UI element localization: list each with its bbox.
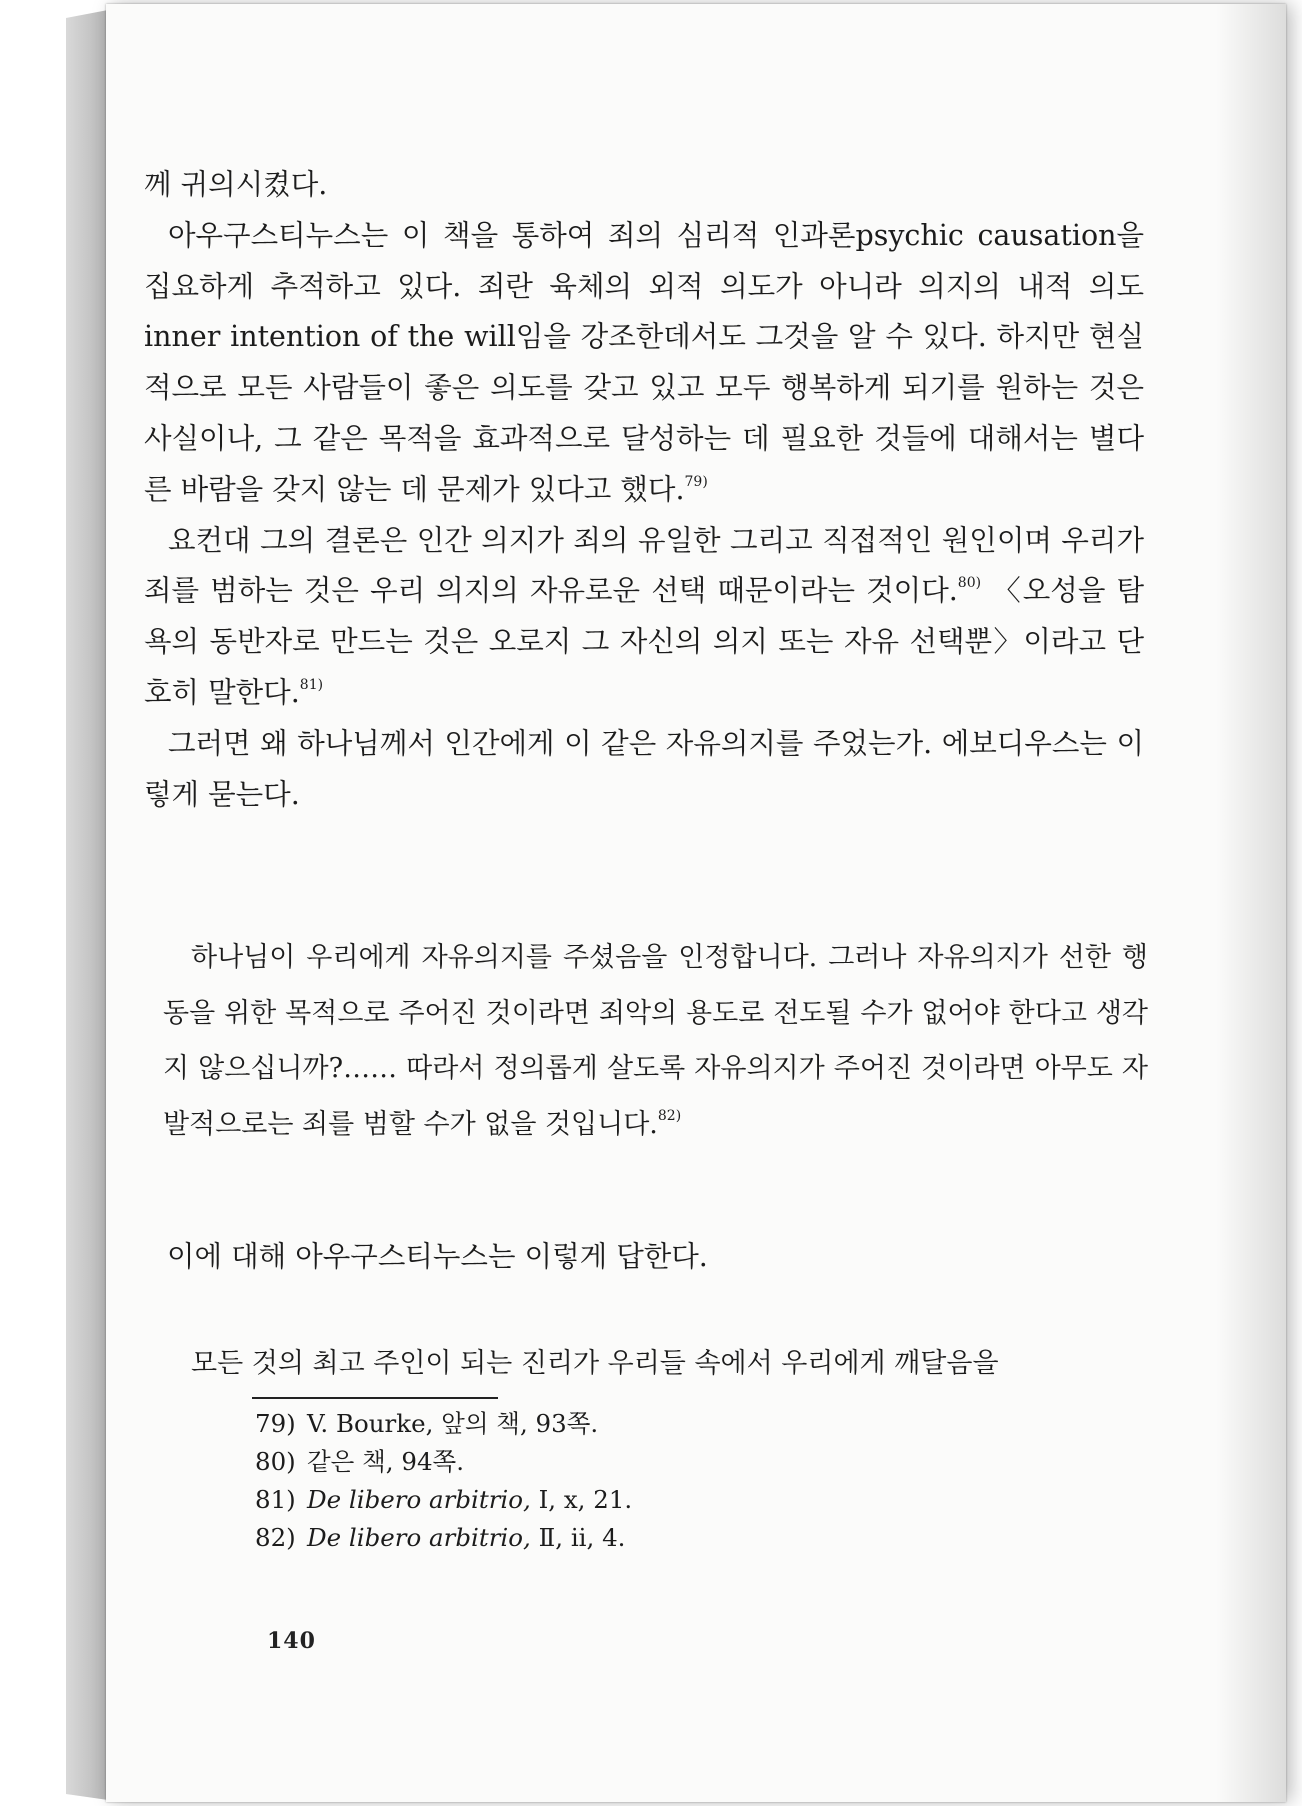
paragraph-text: 요컨대 그의 결론은 인간 의지가 죄의 유일한 그리고 직접적인 원인이며 우리가 죄를 범하는 것은 우리 의지의 자유로운 선택 때문이라는 것이다. — [144, 523, 1144, 608]
footnote-item — [255, 1405, 1135, 1443]
paragraph-continuation — [144, 160, 1144, 211]
footnote-divider — [252, 1397, 498, 1399]
footnote-number: 81) — [255, 1485, 296, 1514]
quote-text: 하나님이 우리에게 자유의지를 주셨음을 인정합니다. 그러나 자유의지가 선한 행동을 위한 목적으로 주어진 것이라면 죄악의 용도로 전도될 수가 없어야 한다고 생각지 않으십니까?…… 따라서 정의롭게 살도록 자유의지가 주어진 것이라면 아무도 자발적으로는 죄를 범할 수가 없을 것입니다. — [163, 942, 1148, 1140]
paragraph-question — [144, 719, 1144, 821]
paragraph-text: 께 귀의시켰다. — [144, 168, 328, 201]
paragraph-text: 아우구스티누스는 이 책을 통하여 죄의 심리적 인과론psychic causation을 집요하게 추적하고 있다. 죄란 육체의 외적 의도가 아니라 의지의 내적 의도inner intention of the will임을 강조한데서도 그것을 알 수 있다. 하지만 현실적으로 모든 사람들이 좋은 의도를 갖고 있고 모두 행복하게 되기를 원하는 것은 사실이나, 그 같은 목적을 효과적으로 달성하는 데 필요한 것들에 대해서는 별다른 바람을 갖지 않는 데 문제가 있다고 했다. — [144, 218, 1144, 506]
footnote-ref[interactable]: 79) — [684, 473, 708, 490]
footnote-item — [255, 1481, 1135, 1519]
footnote-title: De libero arbitrio, — [307, 1523, 531, 1552]
paragraph-answer: 이에 대해 아우구스티누스는 이렇게 답한다. — [167, 1240, 708, 1273]
footnote-number: 82) — [255, 1523, 296, 1552]
book-spine-edge — [66, 10, 108, 1800]
quote-paragraph: 모든 것의 최고 주인이 되는 진리가 우리들 속에서 우리에게 깨달음을 — [191, 1348, 999, 1379]
paragraph-conclusion — [144, 516, 1144, 719]
footnote-number: 80) — [255, 1447, 296, 1476]
footnote-text: Ⅰ, x, 21. — [530, 1485, 633, 1514]
footnote-text: 같은 책, 94쪽. — [307, 1447, 464, 1476]
footnote-ref[interactable]: 81) — [299, 676, 324, 693]
quote-paragraph — [163, 930, 1148, 1152]
footnote-title: De libero arbitrio, — [307, 1485, 531, 1514]
paragraph-text: 〈오성을 탐욕의 동반자로 만드는 것은 오로지 그 자신의 의지 또는 자유 선택뿐〉이라고 단호히 말한다. — [144, 574, 1144, 709]
page-shadow — [1216, 4, 1286, 1802]
footnotes — [255, 1405, 1135, 1557]
body-text — [144, 160, 1144, 820]
after-quote-text — [167, 1232, 1147, 1282]
footnote-item — [255, 1519, 1135, 1557]
footnote-number: 79) — [255, 1409, 296, 1438]
footnote-text: V. Bourke, 앞의 책, 93쪽. — [307, 1409, 599, 1438]
page-number: 140 — [267, 1628, 316, 1654]
footnote-ref[interactable]: 80) — [957, 575, 982, 592]
paragraph-text: 그러면 왜 하나님께서 인간에게 이 같은 자유의지를 주었는가. 에보디우스는 이렇게 묻는다. — [144, 726, 1144, 811]
block-quote-second — [163, 1338, 1148, 1390]
footnote-text: Ⅱ, ii, 4. — [530, 1523, 626, 1552]
footnote-item — [255, 1443, 1135, 1481]
footnote-ref[interactable]: 82) — [657, 1107, 682, 1124]
block-quote — [163, 930, 1148, 1152]
paragraph-psychic-causation — [144, 211, 1144, 516]
